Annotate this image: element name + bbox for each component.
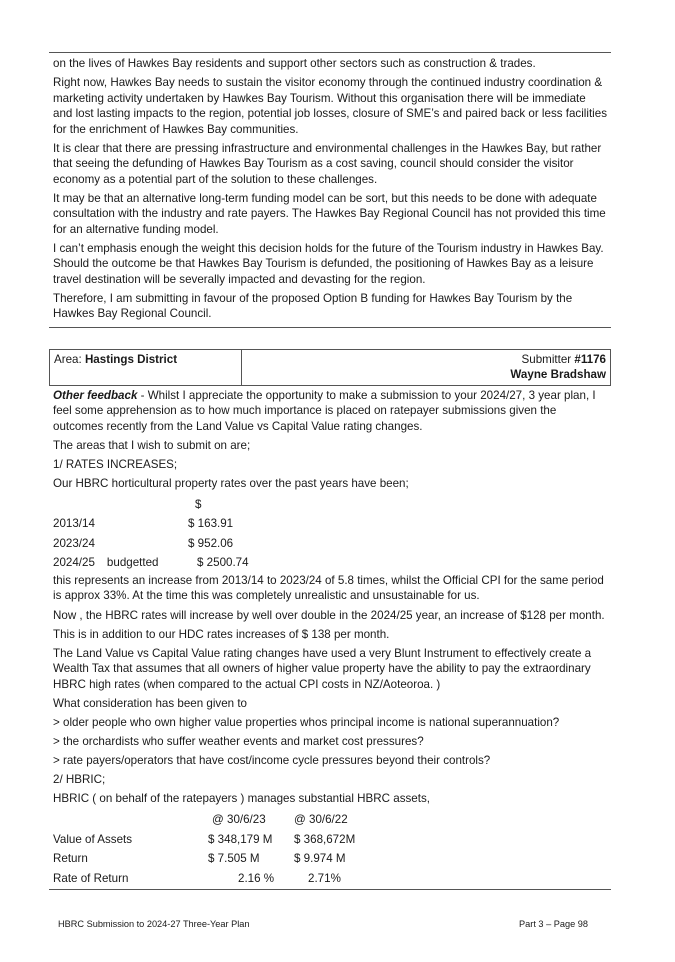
feedback-paragraph: This is in addition to our HDC rates increases of $ 138 per month. (53, 627, 390, 641)
feedback-paragraph: Our HBRC horticultural property rates over the past years have been; (53, 476, 409, 490)
intro-paragraph: Therefore, I am submitting in favour of the proposed Option B funding for Hawkes Bay Tourism by the Hawkes Bay Regional Council. (53, 291, 573, 321)
footer-title: HBRC Submission to 2024-27 Three-Year Plan (58, 919, 250, 929)
table-row (53, 514, 249, 534)
table-row (53, 869, 355, 889)
feedback-paragraph: 2/ HBRIC; (53, 773, 106, 787)
rates-amount: $ 952.06 (188, 536, 234, 550)
intro-paragraph: I can’t emphasis enough the weight this decision holds for the future of the Tourism industry in Hawkes Bay. Should the outcome be that Hawkes Bay Tourism is defunded, the positioning of Hawkes Bay as a leisure travel destination will be severally impacted and devasting for the region. (53, 241, 604, 286)
assets-value-2022: 2.71% (308, 871, 341, 885)
rates-currency: $ (195, 497, 202, 511)
assets-label: Value of Assets (53, 832, 133, 846)
assets-label: Return (53, 852, 88, 866)
assets-value-2023: $ 348,179 M (208, 832, 273, 846)
assets-header-row (53, 810, 355, 830)
feedback-intro: Other feedback - Whilst I appreciate the opportunity to make a submission to your 2024/27, 3 year plan, I feel some apprehension as to how much importance is placed on ratepayer submissions given the outcomes recently from the Land Value vs Capital Value rating changes. (53, 388, 596, 433)
rates-amount: $ 2500.74 (197, 556, 249, 570)
feedback-paragraph: What consideration has been given to (53, 696, 247, 710)
rates-note: budgetted (106, 556, 159, 570)
table-row (53, 830, 355, 850)
assets-label: Rate of Return (53, 871, 129, 885)
assets-value-2023: 2.16 % (238, 871, 275, 885)
table-row (53, 534, 249, 554)
page-footer (58, 919, 588, 929)
feedback-paragraph: > the orchardists who suffer weather events and market cost pressures? (53, 735, 424, 748)
document-page (49, 52, 611, 890)
feedback-paragraph: > rate payers/operators that have cost/income cycle pressures beyond their controls? (53, 754, 491, 768)
assets-header: @ 30/6/23 (212, 813, 266, 827)
feedback-paragraph: 1/ RATES INCREASES; (53, 457, 178, 471)
footer-page-number: Part 3 – Page 98 (519, 919, 588, 929)
feedback-paragraph: HBRIC ( on behalf of the ratepayers ) manages substantial HBRC assets, (53, 792, 430, 806)
intro-section (49, 52, 611, 328)
feedback-paragraph: > older people who own higher value properties whos principal income is national superannuation? (53, 715, 560, 729)
feedback-paragraph: this represents an increase from 2013/14 to 2023/24 of 5.8 times, whilst the Official CPI for the same period is approx 33%. At the time this was completely unrealistic and unsustainable for us. (53, 573, 604, 603)
area-cell (50, 350, 242, 385)
intro-paragraph: It is clear that there are pressing infrastructure and environmental challenges in the Hawkes Bay, but rather that seeing the defunding of Hawkes Bay Tourism as a cost saving, council should consider the visitor economy as a potential part of the solution to these challenges. (53, 141, 602, 186)
rates-table (53, 495, 249, 573)
intro-paragraph: Right now, Hawkes Bay needs to sustain the visitor economy through the continued industry coordination & marketing activity undertaken by Hawkes Bay Tourism. Without this organisation there will be immediate and lost lasting impacts to the region, potential job losses, closure of SME’s and paired back or less facilities for the enrichment of Hawkes Bay communities. (53, 76, 607, 136)
assets-value-2022: $ 9.974 M (294, 852, 346, 866)
feedback-paragraph: The areas that I wish to submit on are; (53, 438, 251, 452)
rates-amount: $ 163.91 (188, 517, 234, 531)
submitter-number: #1176 (574, 352, 606, 366)
assets-value-2022: $ 368,672M (294, 832, 356, 846)
table-row (53, 849, 355, 869)
rates-year: 2013/14 (53, 517, 95, 531)
submitter-name: Wayne Bradshaw (510, 368, 606, 382)
feedback-heading: Other feedback (53, 388, 138, 402)
assets-header: @ 30/6/22 (294, 813, 348, 827)
assets-table (53, 810, 355, 888)
submitter-label: Submitter (521, 352, 575, 366)
feedback-paragraph: Now , the HBRC rates will increase by well over double in the 2024/25 year, an increase of $128 per month. (53, 608, 605, 622)
submitter-header (49, 349, 611, 386)
area-label: Area: (54, 352, 85, 366)
assets-value-2023: $ 7.505 M (208, 852, 260, 866)
rates-year: 2024/25 (53, 556, 95, 570)
submitter-cell (242, 350, 610, 385)
area-value: Hastings District (84, 352, 178, 366)
rates-currency-row (53, 495, 249, 515)
intro-paragraph: on the lives of Hawkes Bay residents and support other sectors such as construction & trades. (53, 57, 536, 70)
feedback-paragraph: The Land Value vs Capital Value rating changes have used a very Blunt Instrument to effectively create a Wealth Tax that assumes that all owners of higher value property have the ability to pay the extraordinary HBRC high rates (when compared to the actual CPI costs in NZ/Aoteoroa. ) (53, 646, 592, 691)
feedback-section (49, 386, 611, 891)
intro-paragraph: It may be that an alternative long-term funding model can be sort, but this needs to be done with adequate consultation with the industry and rate payers. The Hawkes Bay Regional Council has not provided this time for an alternative funding model. (53, 191, 606, 236)
table-row (53, 553, 249, 573)
rates-year: 2023/24 (53, 536, 95, 550)
